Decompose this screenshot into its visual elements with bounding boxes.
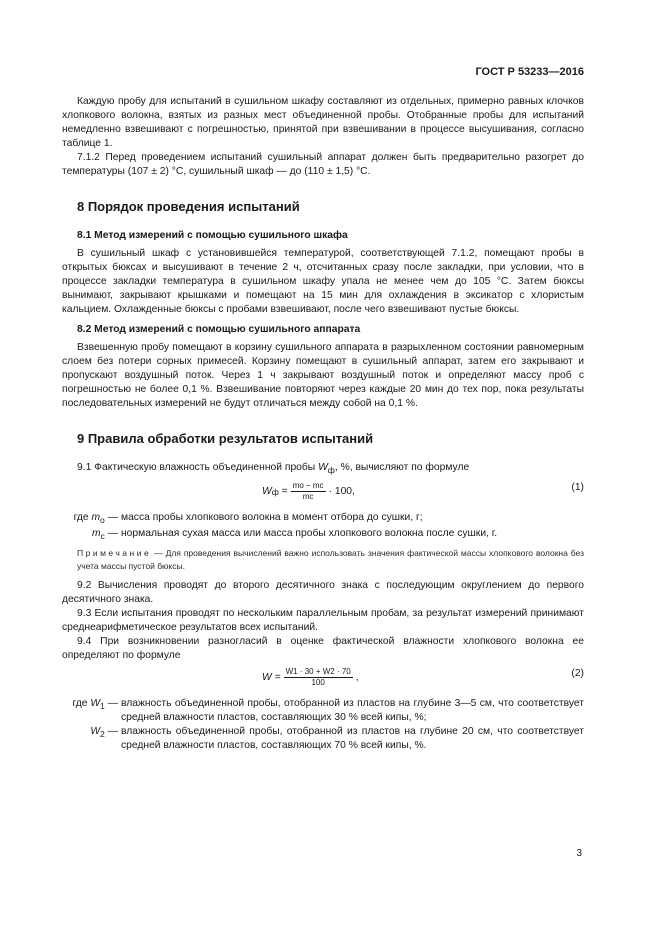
note-label: Примечание bbox=[77, 548, 152, 559]
where-symbol-sub: 1 bbox=[100, 701, 105, 712]
formula-2-tail: , bbox=[355, 671, 359, 683]
formula-2-number: (2) bbox=[571, 668, 584, 680]
formula-1-denominator: mс bbox=[302, 492, 314, 502]
where-text: влажность объединенной пробы, отобранной из пластов на глубине 20 см, что соответствует средней влажности пластов, составляющих 70 % всей кипы, %. bbox=[121, 726, 584, 752]
formula-2-expression bbox=[262, 667, 359, 688]
formula-1-tail: · 100, bbox=[328, 485, 355, 497]
var-w-sub: ф bbox=[327, 465, 335, 476]
where-item bbox=[62, 697, 584, 725]
where-lead: где bbox=[72, 698, 91, 710]
formula-1-lhs-sub: ф bbox=[271, 486, 279, 497]
formula-2-fraction bbox=[284, 667, 353, 688]
formula-1-number: (1) bbox=[571, 482, 584, 494]
where-symbol: W bbox=[90, 726, 101, 738]
formula-2-lhs: W = bbox=[262, 671, 281, 683]
where-dash: — bbox=[104, 726, 118, 738]
where-item bbox=[62, 725, 584, 753]
where-symbol-sub: о bbox=[100, 515, 105, 526]
note-text: — Для проведения вычислений важно использовать значения фактической массы хлопкового волокна без учета массы пустой бюксы. bbox=[77, 548, 584, 572]
clause-9-2: 9.2 Вычисления проводят до второго десятичного знака с последующим округлением до первого десятичного знака. bbox=[62, 580, 584, 606]
where-item bbox=[62, 511, 584, 527]
formula-1-lhs: W bbox=[262, 485, 272, 497]
formula-2 bbox=[62, 667, 584, 697]
formula-2-denominator: 100 bbox=[311, 678, 325, 688]
where-symbol-sub: 2 bbox=[100, 729, 105, 740]
clause-9-1 bbox=[62, 461, 584, 477]
where-text: влажность объединенной пробы, отобранной из пластов на глубине 3—5 см, что соответствует средней влажности пластов, составляющих 30 % всей кипы, %; bbox=[121, 698, 584, 724]
clause-7-1-2: 7.1.2 Перед проведением испытаний сушильный аппарат должен быть предварительно разогрет до температуры (107 ± 2) °С, сушильный шкаф — до (110 ± 1,5) °С. bbox=[62, 152, 584, 177]
formula-1-numerator: mо − mс bbox=[292, 481, 324, 491]
section-9-title: 9 Правила обработки результатов испытаний bbox=[77, 431, 374, 446]
clause-9-1-tail: , %, вычисляют по формуле bbox=[334, 462, 470, 473]
note bbox=[62, 547, 584, 573]
where-symbol: m bbox=[91, 528, 101, 540]
where-dash: — bbox=[104, 512, 118, 524]
section-8-title: 8 Порядок проведения испытаний bbox=[77, 199, 300, 214]
clause-8-1-title: 8.1 Метод измерений с помощью сушильного шкафа bbox=[77, 230, 348, 241]
var-w: W bbox=[318, 462, 328, 473]
where-symbol: m bbox=[91, 512, 101, 524]
where-dash: — bbox=[104, 528, 118, 540]
where-text: нормальная сухая масса или масса пробы хлопкового волокна после сушки, г. bbox=[121, 528, 498, 540]
formula-2-numerator: W1 · 30 + W2 · 70 bbox=[285, 667, 351, 677]
clause-8-1-text: В сушильный шкаф с установившейся температурой, соответствующей 7.1.2, помещают пробы в открытых бюксах и высушивают в течение 2 ч, отсчитанных сразу после закладки, при условии, что в процессе закладки температура в сушильном шкафу упала не менее чем до 105 °С. Затем бюксы вынимают, закрывают крышками и помещают на 15 мин для охлаждения в эксикатор с хлористым кальцием. Охлажденные бюксы с пробами взвешивают, после чего взвешивают пустые бюксы. bbox=[62, 248, 584, 315]
formula-1-fraction bbox=[291, 481, 326, 502]
document-header-id: ГОСТ Р 53233—2016 bbox=[475, 66, 584, 78]
clause-8-2-text: Взвешенную пробу помещают в корзину сушильного аппарата в разрыхленном состоянии равномерным слоем без потери сорных примесей. Корзину помещают в сушильный аппарат, затем его закрывают и пропускают воздушный поток. Через 1 ч закрывают воздушный поток и определяют массу проб с погрешностью не более 0,1 %. Взвешивание повторяют через каждые 20 мин до тех пор, пока результаты последовательных измерений не будут отличаться между собой на 0,1 %. bbox=[62, 342, 584, 409]
clause-9-1-lead: 9.1 Фактическую влажность объединенной пробы bbox=[77, 462, 319, 473]
clause-9-4: 9.4 При возникновении разногласий в оценке фактической влажности хлопкового волокна ее определяют по формуле bbox=[62, 636, 584, 662]
intro-paragraph: Каждую пробу для испытаний в сушильном шкафу составляют из отдельных, примерно равных клочков хлопкового волокна, взятых из разных мест объединенной пробы. Отобранные пробы для испытаний немедленно взвешивают с погрешностью, принятой при взвешивании в процессе высушивания, согласно таблице 1. bbox=[62, 96, 584, 149]
document-body bbox=[62, 95, 584, 753]
where-symbol-sub: с bbox=[100, 531, 105, 542]
where-dash: — bbox=[104, 698, 118, 710]
page-number: 3 bbox=[576, 848, 582, 859]
where-text: масса пробы хлопкового волокна в момент отбора до сушки, г; bbox=[121, 512, 423, 524]
formula-1-expression: W ф = $\frac{mо - mс}{mс}$ · 100, bbox=[262, 481, 355, 502]
clause-9-3: 9.3 Если испытания проводят по нескольким параллельным пробам, за результат измерений принимают среднеарифметическое результатов всех испытаний. bbox=[62, 608, 584, 634]
formula-1 bbox=[62, 481, 584, 511]
clause-8-2-title: 8.2 Метод измерений с помощью сушильного аппарата bbox=[77, 324, 361, 335]
where-lead: где bbox=[73, 512, 92, 524]
where-symbol: W bbox=[90, 698, 101, 710]
where-item bbox=[62, 527, 584, 543]
